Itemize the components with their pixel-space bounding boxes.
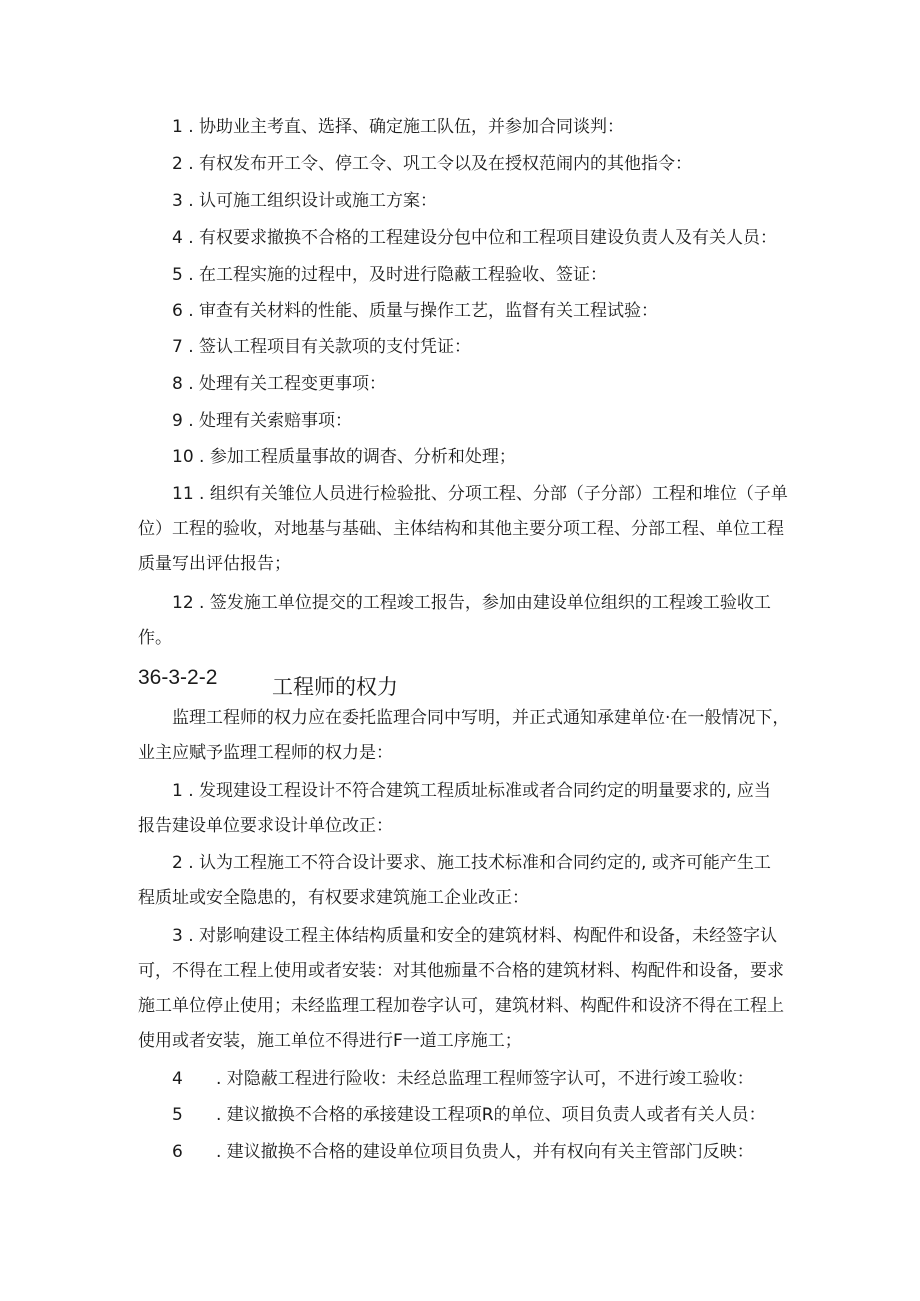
list-item-3: 3 . 认可施工组织设计或施工方案： <box>172 191 438 211</box>
list-item-5: 5 . 在工程实施的过程中，及时进行隐蔽工程验收、签证： <box>172 265 608 285</box>
power-item-4-text: . 对隐蔽工程进行险收：未经总监理工程师签字认可，不进行竣工验收： <box>216 1069 754 1089</box>
section-title: 工程师的权力 <box>272 675 398 699</box>
power-item-1-line-2: 报告建设单位要求设计单位改正： <box>138 816 393 836</box>
list-item-6: 6 . 审查有关材料的性能、质量与操作工艺，监督有关工程试验： <box>172 301 659 321</box>
intro-line-1: 监理工程师的权力应在委托监理合同中写明，并正式通知承建单位·在一般情况下， <box>172 708 790 728</box>
power-item-4 <box>172 1068 754 1090</box>
power-item-2-line-2: 程质址或安全隐患的，有权要求建筑施工企业改正： <box>138 888 529 908</box>
power-item-5 <box>172 1104 766 1126</box>
power-item-6-text: . 建议撤换不合格的建设单位项目负贵人，并有权向有关主管部门反映： <box>216 1142 754 1162</box>
list-item-11-line-2: 位）工程的验收，对地基与基础、主体结构和其他主要分项工程、分部工程、单位工程 <box>138 519 784 539</box>
list-item-10: 10 . 参加工程质量事故的调杳、分析和处理； <box>172 447 516 467</box>
power-item-6 <box>172 1141 754 1163</box>
list-item-12-line-2: 作。 <box>138 628 172 648</box>
list-item-12-line-1: 12 . 签发施工单位提交的工程竣工报告，参加由建设单位组织的工程竣工验收工 <box>172 593 771 613</box>
list-item-4: 4 . 有权要求撤换不合格的工程建设分包中位和工程项目建设负责人及有关人员： <box>172 228 778 248</box>
power-item-1-line-1: 1 . 发现建设工程设计不符合建筑工程质址标准或者合同约定的明量要求的, 应当 <box>172 781 771 801</box>
power-item-6-number: 6 <box>172 1142 183 1162</box>
list-item-7: 7 . 签认工程项目有关款项的支付凭证： <box>172 337 472 357</box>
list-item-9: 9 . 处理有关索赔事项： <box>172 411 353 431</box>
power-item-5-number: 5 <box>172 1105 183 1125</box>
list-item-11-line-3: 质量写出评估报告； <box>138 554 291 574</box>
intro-line-2: 业主应赋予监理工程师的权力是： <box>138 743 393 763</box>
power-item-5-text: . 建议撤换不合格的承接建设工程项R的单位、项目负责人或者有关人员： <box>216 1105 766 1125</box>
list-item-11-line-1: 11 . 组织有关雏位人员进行检验批、分项工程、分部（子分部）工程和堆位（子单 <box>172 484 788 504</box>
power-item-3-line-4: 使用或者安装，施工单位不得进行F一道工序施工； <box>138 1031 522 1051</box>
power-item-2-line-1: 2 . 认为工程施工不符合设计要求、施工技术标准和合同约定的, 或齐可能产生工 <box>172 853 771 873</box>
list-item-8: 8 . 处理有关工程变更事项： <box>172 374 387 394</box>
list-item-2: 2 . 有权发布开工令、停工令、巩工令以及在授权范闹内的其他指令： <box>172 154 693 174</box>
section-number: 36-3-2-2 <box>138 666 218 689</box>
power-item-3-line-2: 可，不得在工程上使用或者安装：对其他痂量不合格的建筑材料、构配件和设备，要求 <box>138 961 784 981</box>
power-item-4-number: 4 <box>172 1069 183 1089</box>
list-item-1: 1 . 协助业主考直、选择、确定施工队伍，并参加合同谈判： <box>172 117 625 137</box>
power-item-3-line-1: 3 . 对影响建设工程主体结构质量和安全的建筑材料、构配件和设备，未经签字认 <box>172 926 778 946</box>
power-item-3-line-3: 施工单位停止使用；未经监理工程加卷字认可，建筑材料、构配件和设济不得在工程上 <box>138 996 784 1016</box>
